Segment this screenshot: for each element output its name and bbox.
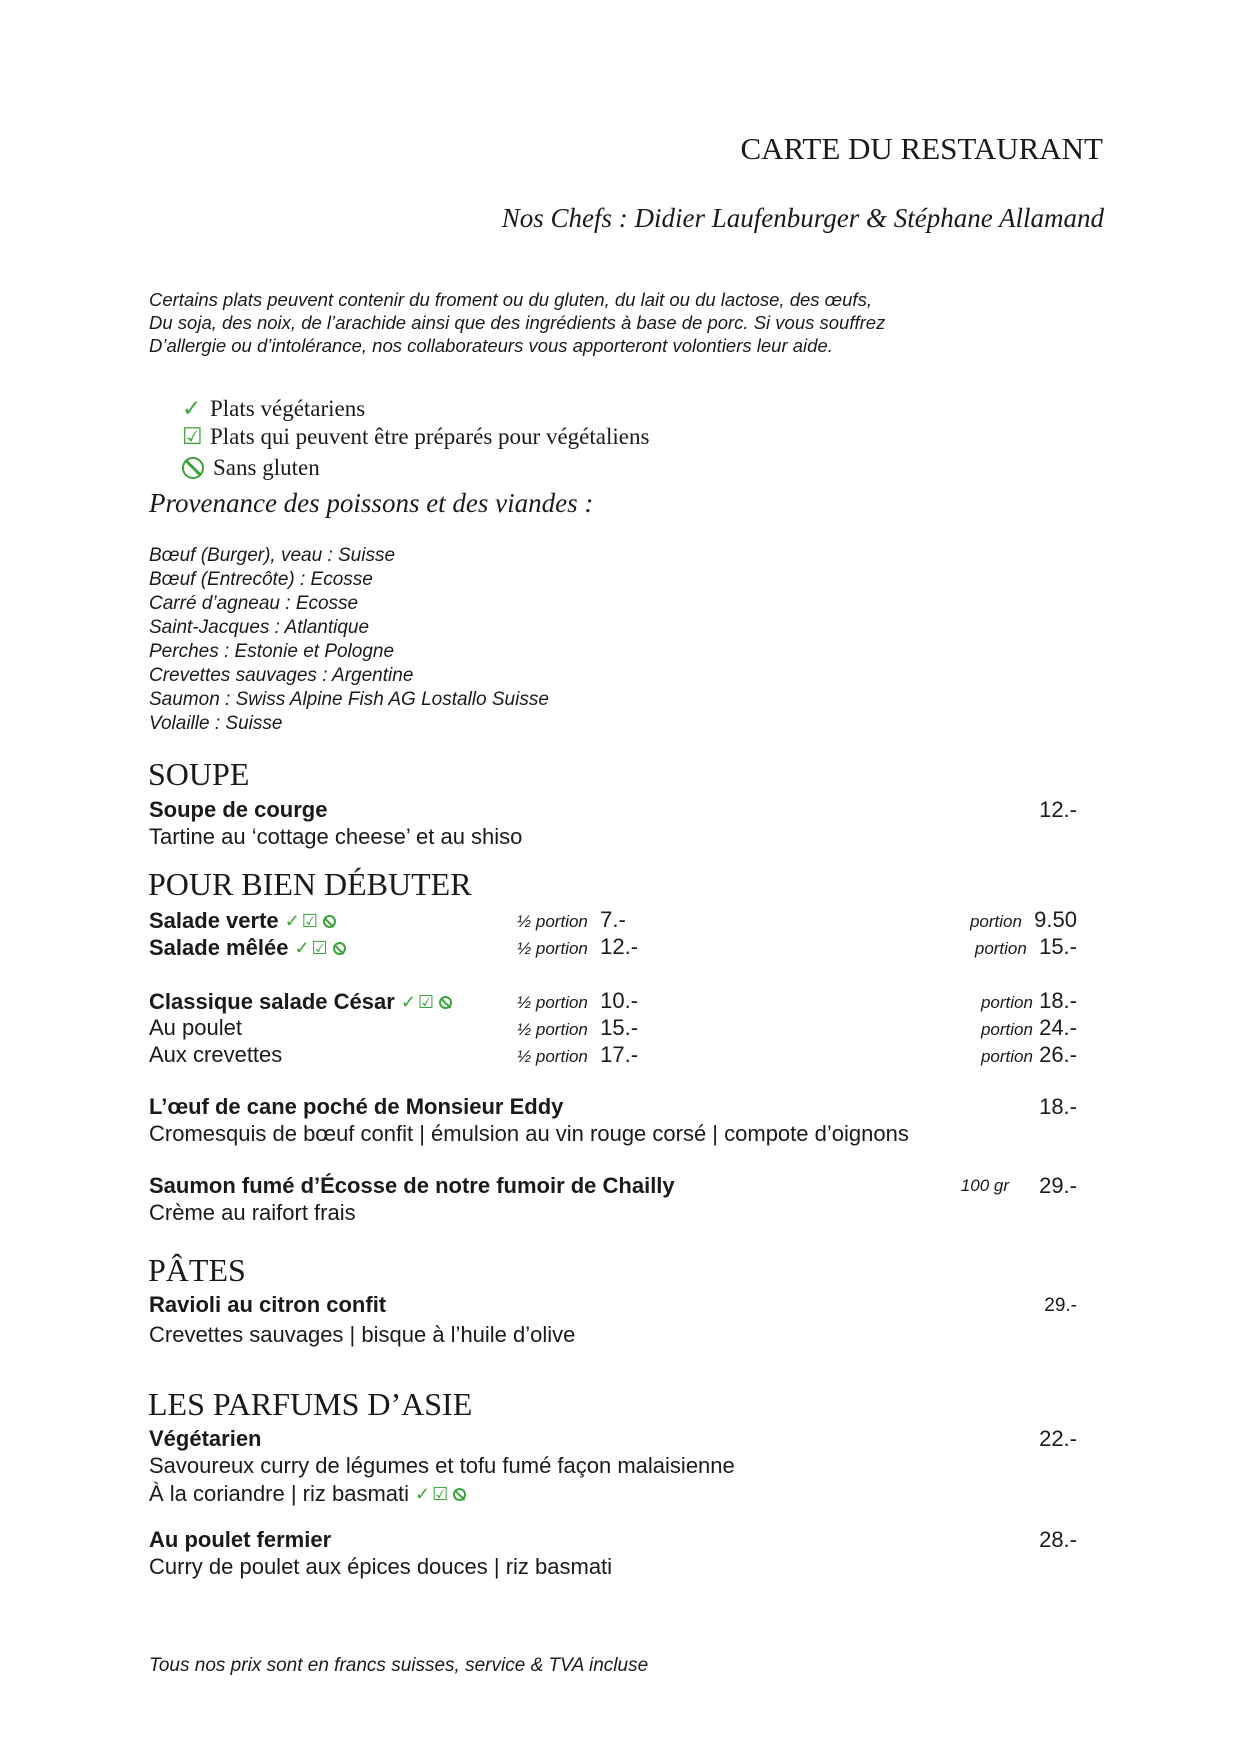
half-portion-label: ½ portion bbox=[517, 1020, 588, 1039]
dish-label: Salade mêlée bbox=[149, 935, 289, 960]
dish-label: Classique salade César bbox=[149, 989, 395, 1014]
checkbox-icon: ☑ bbox=[311, 938, 328, 958]
dish-name: Ravioli au citron confit bbox=[149, 1292, 387, 1317]
dish-description bbox=[149, 1480, 466, 1507]
price-value: 15.- bbox=[1039, 934, 1077, 959]
dish-description-text: À la coriandre | riz basmati bbox=[149, 1481, 410, 1506]
no-gluten-icon bbox=[453, 1488, 466, 1501]
legend-label: Sans gluten bbox=[213, 455, 320, 480]
portion-price bbox=[970, 907, 1077, 933]
diet-icons bbox=[415, 1480, 466, 1506]
portion-label: portion bbox=[974, 939, 1027, 958]
price-value: 9.50 bbox=[1034, 907, 1077, 932]
chefs-subtitle: Nos Chefs : Didier Laufenburger & Stéphane Allamand bbox=[501, 203, 1104, 233]
dish-description: Tartine au ‘cottage cheese’ et au shiso bbox=[149, 824, 523, 849]
section-title-soupe: SOUPE bbox=[148, 756, 250, 792]
diet-icons bbox=[285, 907, 336, 933]
dish-name: Végétarien bbox=[149, 1426, 262, 1451]
price-value: 24.- bbox=[1039, 1015, 1077, 1040]
check-icon: ✓ bbox=[284, 911, 300, 931]
legend-vegan bbox=[182, 424, 649, 450]
provenance-item: Volaille : Suisse bbox=[149, 713, 283, 734]
portion-label: portion bbox=[980, 993, 1033, 1012]
dish-name bbox=[149, 934, 346, 961]
portion-price bbox=[981, 1015, 1077, 1041]
dish-label: Salade verte bbox=[149, 908, 279, 933]
price-value: 17.- bbox=[600, 1042, 639, 1067]
no-gluten-icon bbox=[182, 457, 204, 479]
half-portion-price bbox=[517, 907, 626, 933]
half-portion-label: ½ portion bbox=[517, 939, 588, 958]
dish-price: 18.- bbox=[1039, 1094, 1077, 1119]
checkbox-icon: ☑ bbox=[432, 1484, 449, 1504]
price-value: 26.- bbox=[1039, 1042, 1077, 1067]
dish-description: Cromesquis de bœuf confit | émulsion au vin rouge corsé | compote d’oignons bbox=[149, 1121, 909, 1146]
allergy-note-line: Du soja, des noix, de l’arachide ainsi que des ingrédients à base de porc. Si vous souffrez bbox=[149, 312, 886, 333]
checkbox-icon: ☑ bbox=[301, 911, 318, 931]
portion-label: portion bbox=[980, 1047, 1033, 1066]
section-title-debuter: POUR BIEN DÉBUTER bbox=[148, 866, 472, 902]
no-gluten-icon bbox=[439, 996, 452, 1009]
provenance-item: Saint-Jacques : Atlantique bbox=[149, 617, 370, 638]
dish-option: Aux crevettes bbox=[149, 1042, 283, 1067]
dish-description: Savoureux curry de légumes et tofu fumé façon malaisienne bbox=[149, 1453, 735, 1478]
price-value: 7.- bbox=[600, 907, 626, 932]
half-portion-price bbox=[517, 1042, 638, 1068]
check-icon: ✓ bbox=[415, 1484, 431, 1504]
provenance-item: Bœuf (Burger), veau : Suisse bbox=[149, 545, 396, 566]
provenance-item: Saumon : Swiss Alpine Fish AG Lostallo Suisse bbox=[149, 689, 549, 710]
page-title: CARTE DU RESTAURANT bbox=[740, 131, 1103, 166]
allergy-note-line: D’allergie ou d’intolérance, nos collaborateurs vous apporteront volontiers leur aide. bbox=[149, 335, 833, 356]
allergy-note-line: Certains plats peuvent contenir du froment ou du gluten, du lait ou du lactose, des œufs, bbox=[149, 289, 872, 310]
dish-price: 12.- bbox=[1039, 797, 1077, 822]
price-value: 12.- bbox=[600, 934, 639, 959]
half-portion-label: ½ portion bbox=[517, 993, 588, 1012]
no-gluten-icon bbox=[333, 942, 346, 955]
portion-price bbox=[975, 934, 1077, 960]
portion-price bbox=[981, 988, 1077, 1014]
portion-label: portion bbox=[969, 912, 1022, 931]
dish-option: Au poulet bbox=[149, 1015, 242, 1040]
legend-vegetarian bbox=[182, 396, 365, 422]
half-portion-label: ½ portion bbox=[517, 1047, 588, 1066]
section-title-asie: LES PARFUMS D’ASIE bbox=[148, 1386, 473, 1422]
price-value: 10.- bbox=[600, 988, 639, 1013]
dish-name: Au poulet fermier bbox=[149, 1527, 332, 1552]
provenance-item: Carré d’agneau : Ecosse bbox=[149, 593, 359, 614]
half-portion-price bbox=[517, 934, 638, 960]
half-portion-label: ½ portion bbox=[517, 912, 588, 931]
no-gluten-icon bbox=[323, 915, 336, 928]
dish-name bbox=[149, 907, 336, 934]
portion-price bbox=[981, 1042, 1077, 1068]
dish-price: 28.- bbox=[1039, 1527, 1077, 1552]
dish-price: 29.- bbox=[1044, 1295, 1077, 1316]
weight-label: 100 gr bbox=[960, 1176, 1009, 1195]
dish-description: Crème au raifort frais bbox=[149, 1200, 356, 1225]
legend-gluten-free bbox=[182, 455, 320, 481]
check-icon: ✓ bbox=[294, 938, 310, 958]
checkbox-icon: ☑ bbox=[417, 992, 435, 1012]
half-portion-price bbox=[517, 1015, 638, 1041]
dish-name: Soupe de courge bbox=[149, 797, 328, 822]
legend-label: Plats qui peuvent être préparés pour végétaliens bbox=[210, 424, 650, 449]
price-value: 15.- bbox=[600, 1015, 639, 1040]
dish-name bbox=[149, 988, 452, 1015]
provenance-item: Perches : Estonie et Pologne bbox=[149, 641, 395, 662]
legend-label: Plats végétariens bbox=[210, 396, 366, 421]
check-icon: ✓ bbox=[182, 396, 202, 421]
diet-icons bbox=[401, 988, 452, 1014]
provenance-item: Bœuf (Entrecôte) : Ecosse bbox=[149, 569, 373, 590]
dish-name: L’œuf de cane poché de Monsieur Eddy bbox=[149, 1094, 564, 1119]
check-icon: ✓ bbox=[400, 992, 416, 1012]
portion-label: portion bbox=[980, 1020, 1033, 1039]
dish-description: Curry de poulet aux épices douces | riz basmati bbox=[149, 1554, 613, 1579]
dish-price: 29.- bbox=[1039, 1173, 1077, 1198]
dish-name: Saumon fumé d’Écosse de notre fumoir de Chailly bbox=[149, 1173, 675, 1198]
dish-description: Crevettes sauvages | bisque à l’huile d’olive bbox=[149, 1322, 576, 1347]
checkbox-icon: ☑ bbox=[182, 424, 203, 449]
footer-note: Tous nos prix sont en francs suisses, service & TVA incluse bbox=[149, 1655, 649, 1676]
section-title-pates: PÂTES bbox=[148, 1252, 246, 1288]
half-portion-price bbox=[517, 988, 638, 1014]
price-value: 18.- bbox=[1039, 988, 1077, 1013]
diet-icons bbox=[294, 934, 345, 960]
provenance-item: Crevettes sauvages : Argentine bbox=[149, 665, 414, 686]
provenance-title: Provenance des poissons et des viandes : bbox=[149, 488, 594, 518]
dish-price: 22.- bbox=[1039, 1426, 1077, 1451]
